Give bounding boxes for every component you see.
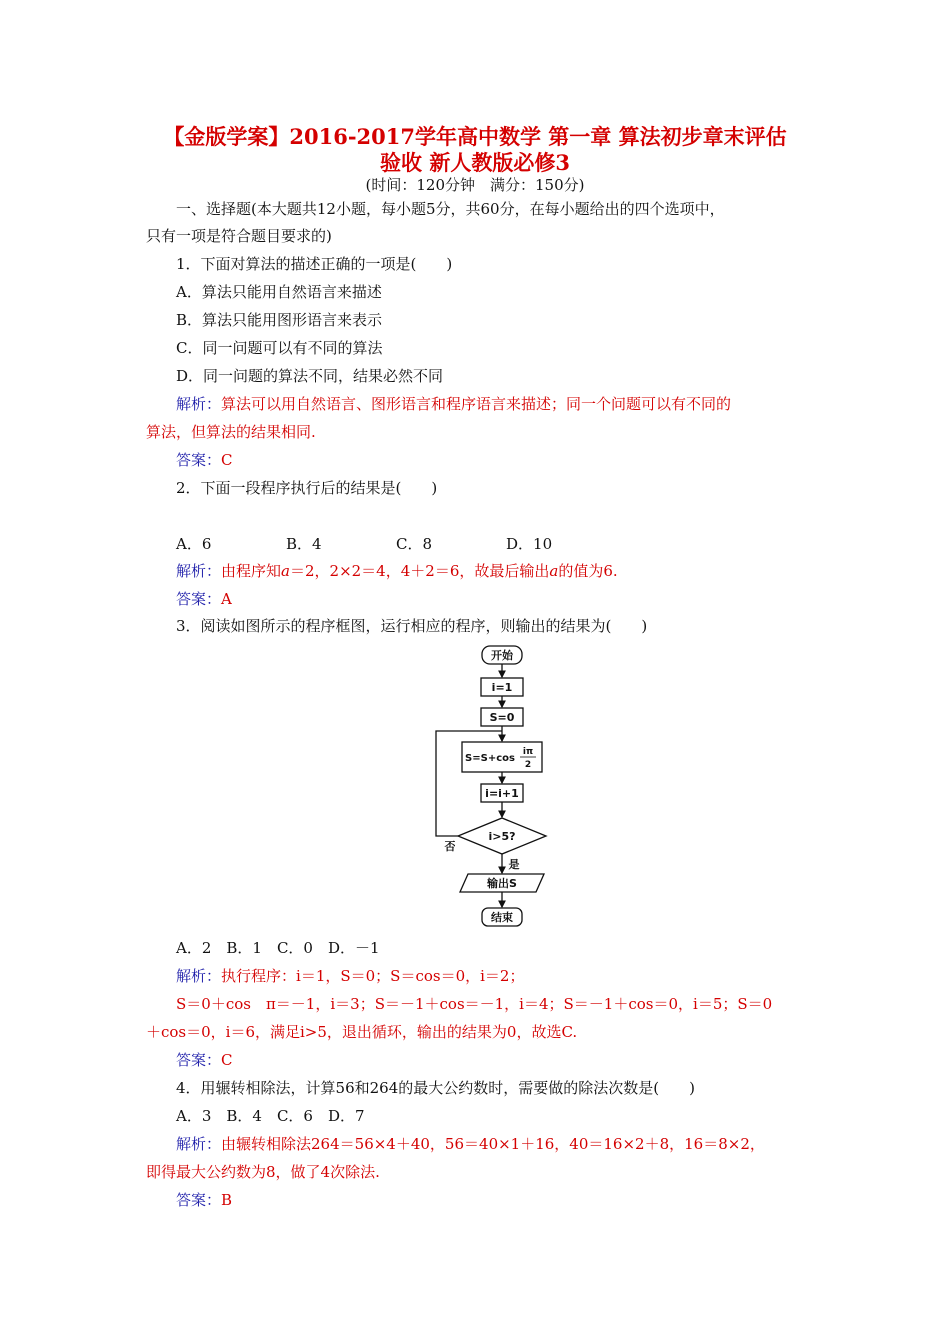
flowchart [420, 640, 560, 932]
question-4-stem: 4．用辗转相除法，计算56和264的最大公约数时，需要做的除法次数是( ) [176, 1079, 695, 1097]
flow-update-i-label: i=i+1 [485, 787, 519, 800]
answer-value: A [221, 590, 232, 608]
flow-frac-denominator: 2 [524, 760, 532, 770]
question-2-answer [176, 589, 232, 609]
question-1-analysis-cont: 算法，但算法的结果相同. [146, 423, 316, 441]
analysis-text: 由辗转相除法264＝56×4＋40，56＝40×1＋16，40＝16×2＋8，16＝8×2， [221, 1135, 765, 1153]
flow-init-i-label: i=1 [491, 681, 513, 694]
flow-frac-numerator: iπ [522, 747, 534, 757]
flow-init-s-label: S=0 [489, 711, 515, 724]
answer-label: 答案： [176, 1191, 222, 1209]
question-3-analysis-cont2: ＋cos＝0，i＝6，满足i>5，退出循环，输出的结果为0，故选C. [146, 1023, 578, 1041]
question-3-analysis-cont: S＝0＋cos π＝－1，i＝3；S＝－1＋cos＝－1，i＝4；S＝－1＋cos＝0，i＝5；S＝0 [176, 995, 773, 1013]
question-2-stem: 2．下面一段程序执行后的结果是( ) [176, 479, 438, 497]
analysis-label: 解析： [176, 395, 222, 413]
analysis-label: 解析： [176, 1135, 222, 1153]
flow-end-label: 结束 [491, 911, 513, 924]
question-2-option-c: C．8 [396, 535, 433, 553]
answer-value: B [221, 1191, 233, 1209]
question-1-analysis [176, 394, 731, 414]
analysis-label: 解析： [176, 967, 222, 985]
section-intro-cont: 只有一项是符合题目要求的) [146, 227, 332, 245]
question-3-analysis [176, 966, 524, 986]
analysis-label: 解析： [176, 562, 222, 580]
analysis-text: 执行程序：i＝1，S＝0；S＝cos＝0，i＝2； [221, 967, 525, 985]
question-1-option-d: D．同一问题的算法不同，结果必然不同 [176, 367, 444, 385]
section-intro: 一、选择题(本大题共12小题，每小题5分，共60分，在每小题给出的四个选项中， [176, 200, 725, 218]
flow-update-s-label: S=S+cos [465, 753, 515, 764]
answer-label: 答案： [176, 590, 222, 608]
question-1-stem: 1．下面对算法的描述正确的一项是( ) [176, 255, 453, 273]
answer-label: 答案： [176, 451, 222, 469]
flow-yes-label: 是 [508, 858, 520, 871]
question-1-option-c: C．同一问题可以有不同的算法 [176, 339, 383, 357]
exam-time-score: (时间：120分钟 满分：150分) [365, 176, 585, 194]
answer-label: 答案： [176, 1051, 222, 1069]
question-3-answer [176, 1050, 233, 1070]
question-4-options: A．3 B．4 C．6 D．7 [176, 1107, 365, 1125]
question-4-answer [176, 1190, 232, 1210]
flow-no-label: 否 [444, 840, 456, 853]
answer-value: C [221, 451, 233, 469]
analysis-text: 由程序知a＝2，2×2＝4，4＋2＝6，故最后输出a的值为6. [221, 562, 618, 580]
flow-start-label: 开始 [491, 649, 513, 662]
flow-condition-label: i>5? [488, 830, 516, 843]
question-2-option-a: A．6 [176, 535, 212, 553]
answer-value: C [221, 1051, 233, 1069]
question-2-option-d: D．10 [506, 535, 553, 553]
question-4-analysis [176, 1134, 765, 1154]
question-1-option-b: B．算法只能用图形语言来表示 [176, 311, 383, 329]
flow-output-label: 输出S [487, 877, 517, 890]
analysis-text: 算法可以用自然语言、图形语言和程序语言来描述；同一个问题可以有不同的 [221, 395, 732, 413]
question-1-option-a: A．算法只能用自然语言来描述 [176, 283, 382, 301]
document-title-line2: 验收 新人教版必修3 [380, 150, 570, 175]
question-4-analysis-cont: 即得最大公约数为8，做了4次除法. [146, 1163, 380, 1181]
document-title-line1: 【金版学案】2016-2017学年高中数学 第一章 算法初步章末评估 [163, 124, 787, 149]
question-2-analysis [176, 561, 618, 581]
question-2-option-b: B．4 [286, 535, 322, 553]
question-3-options: A．2 B．1 C．0 D．－1 [176, 939, 380, 957]
question-3-stem: 3．阅读如图所示的程序框图，运行相应的程序，则输出的结果为( ) [176, 617, 648, 635]
question-1-answer [176, 450, 233, 470]
